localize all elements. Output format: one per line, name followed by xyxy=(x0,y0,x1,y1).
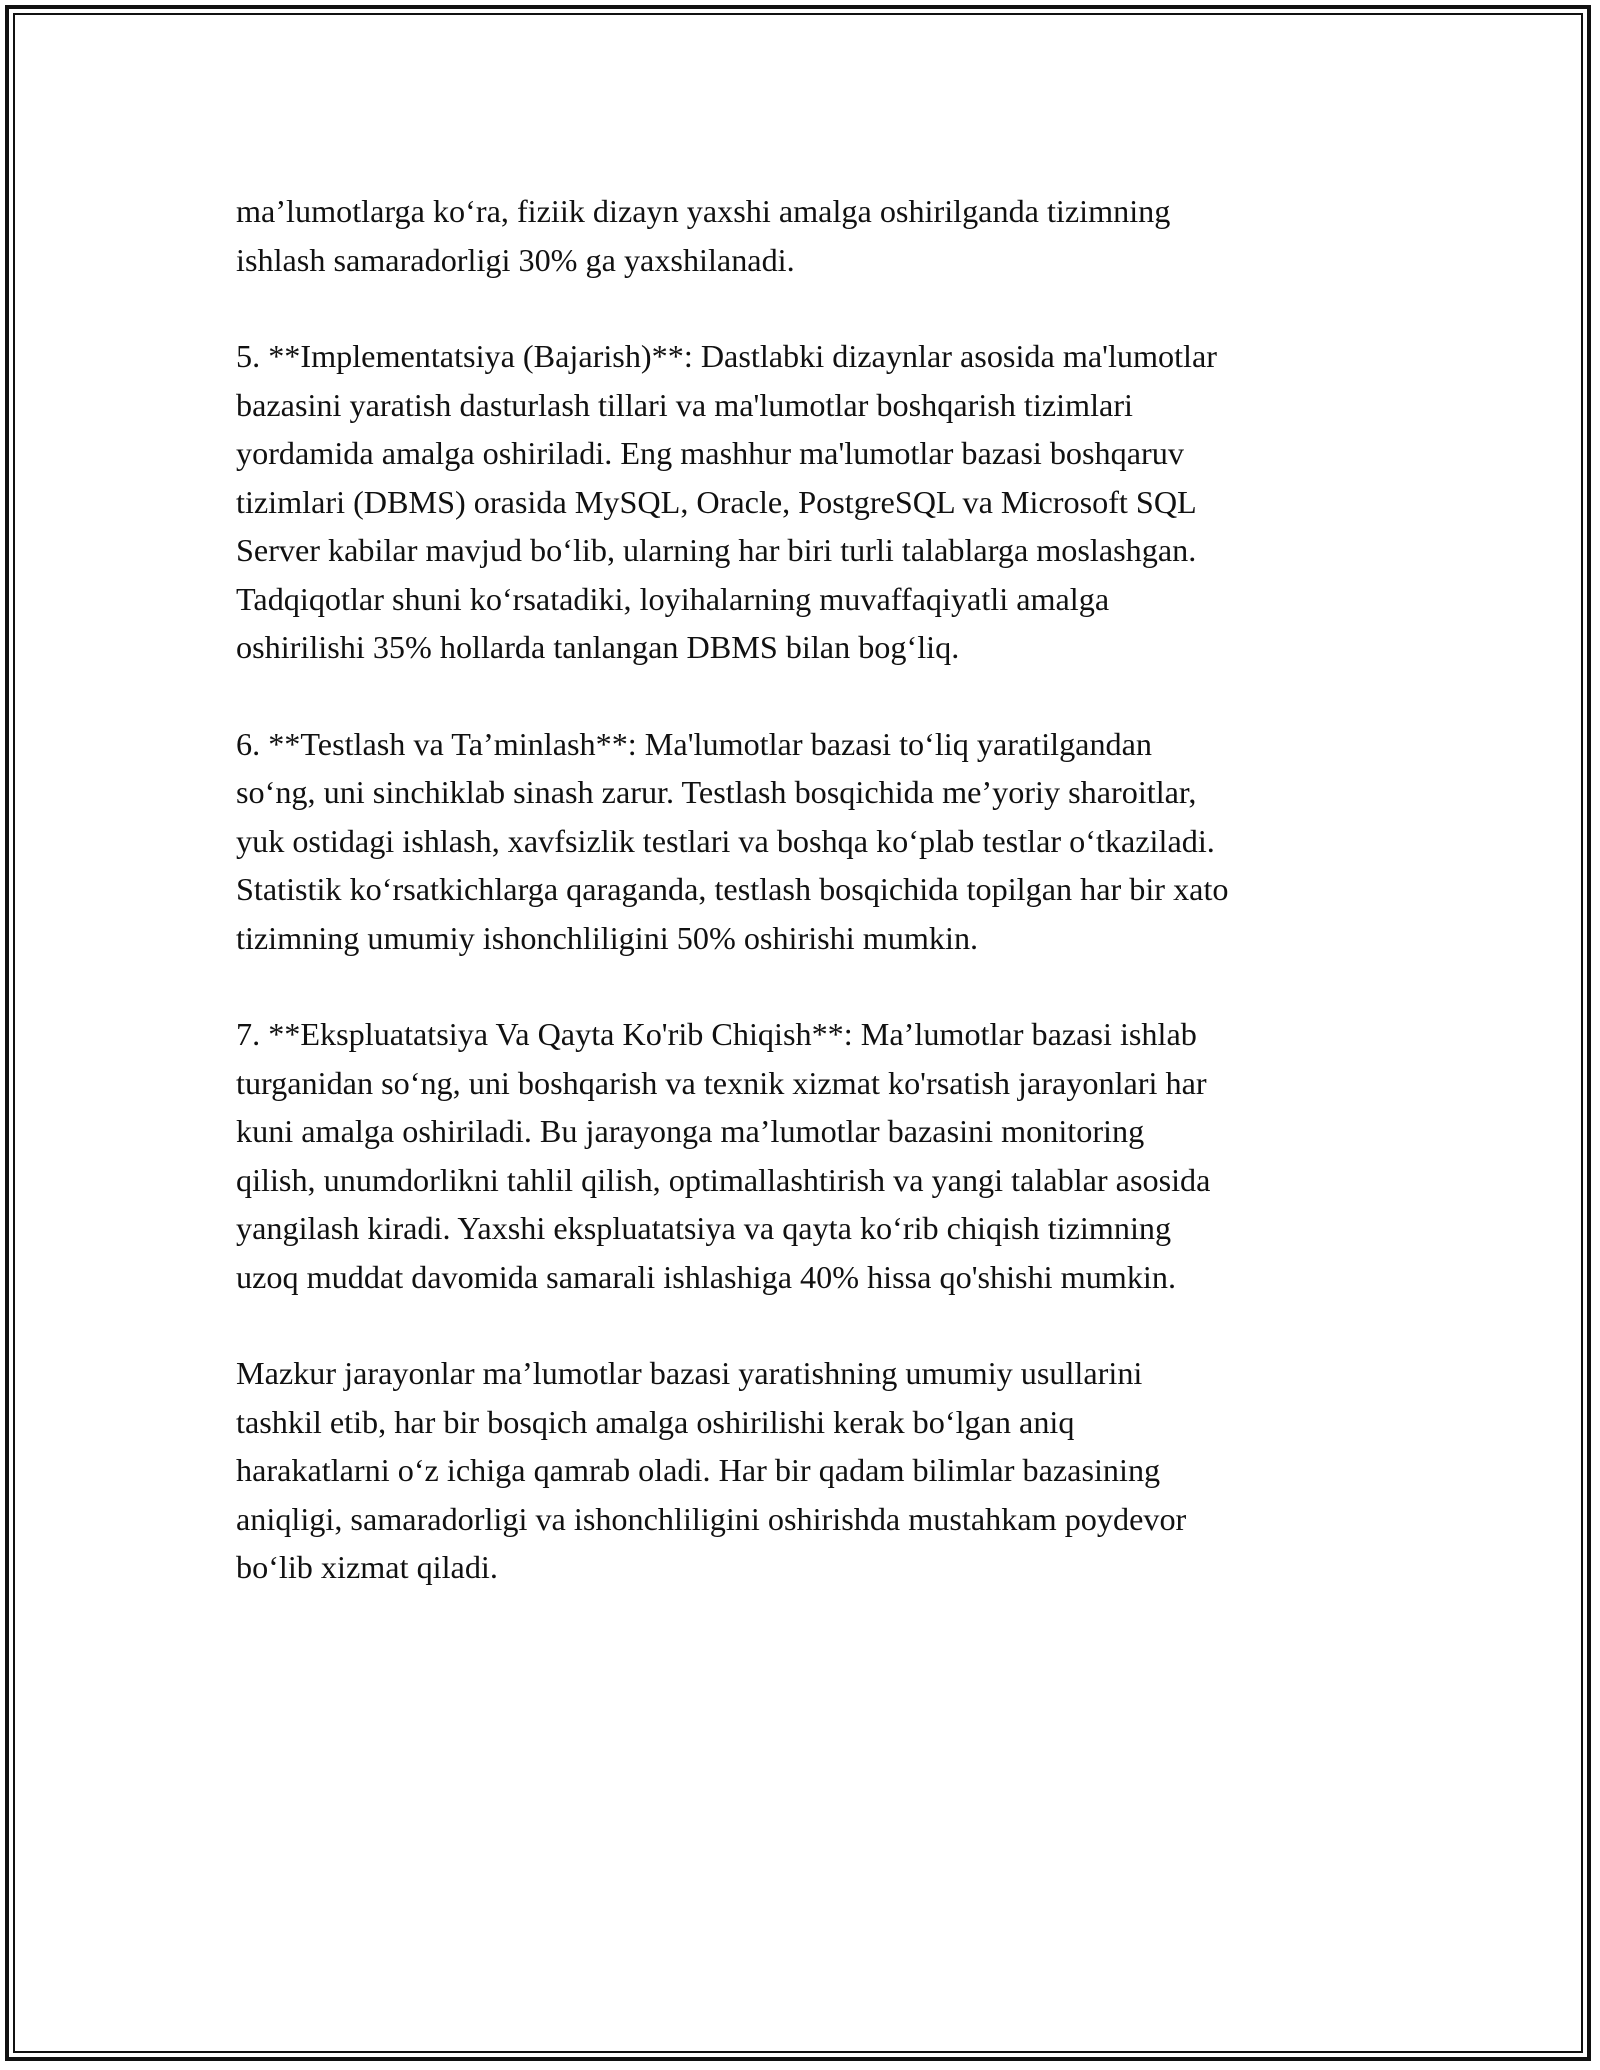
paragraph-conclusion: Mazkur jarayonlar ma’lumotlar bazasi yaratishning umumiy usullarini tashkil etib, har bir bosqich amalga oshirilishi kerak bo‘lgan aniq harakatlarni o‘z ichiga qamrab oladi. Har bir qadam bilimlar bazasining aniqligi, samaradorligi va ishonchliligini oshirishda mustahkam poydevor bo‘lib xizmat qiladi. xyxy=(236,1355,1187,1585)
paragraph-physical-design-continuation: ma’lumotlarga ko‘ra, fiziik dizayn yaxshi amalga oshirilganda tizimning ishlash samaradorligi 30% ga yaxshilanadi. xyxy=(236,193,1171,278)
paragraph-testing: 6. **Testlash va Ta’minlash**: Ma'lumotlar bazasi to‘liq yaratilgandan so‘ng, uni sinchiklab sinash zarur. Testlash bosqichida me’yoriy sharoitlar, yuk ostidagi ishlash, xavfsizlik testlari va boshqa ko‘plab testlar o‘tkaziladi. Statistik ko‘rsatkichlarga qaraganda, testlash bosqichida topilgan har bir xato tizimning umumiy ishonchliligini 50% oshirishi mumkin. xyxy=(236,725,1229,956)
document-body xyxy=(236,187,1376,1640)
paragraph-operation-review: 7. **Ekspluatatsiya Va Qayta Ko'rib Chiqish**: Ma’lumotlar bazasi ishlab turganidan so‘ng, uni boshqarish va texnik xizmat ko'rsatish jarayonlari har kuni amalga oshiriladi. Bu jarayonga ma’lumotlar bazasini monitoring qilish, unumdorlikni tahlil qilish, optimallashtirish va yangi talablar asosida yangilash kiradi. Yaxshi ekspluatatsiya va qayta ko‘rib chiqish tizimning uzoq muddat davomida samarali ishlashiga 40% hissa qo'shishi mumkin. xyxy=(236,1016,1211,1295)
paragraph-implementation: 5. **Implementatsiya (Bajarish)**: Dastlabki dizaynlar asosida ma'lumotlar bazasini yaratish dasturlash tillari va ma'lumotlar boshqarish tizimlari yordamida amalga oshiriladi. Eng mashhur ma'lumotlar bazasi boshqaruv tizimlari (DBMS) orasida MySQL, Oracle, PostgreSQL va Microsoft SQL Server kabilar mavjud bo‘lib, ularning har biri turli talablarga moslashgan. Tadqiqotlar shuni ko‘rsatadiki, loyihalarning muvaffaqiyatli amalga oshirilishi 35% hollarda tanlangan DBMS bilan bog‘liq. xyxy=(236,338,1217,665)
